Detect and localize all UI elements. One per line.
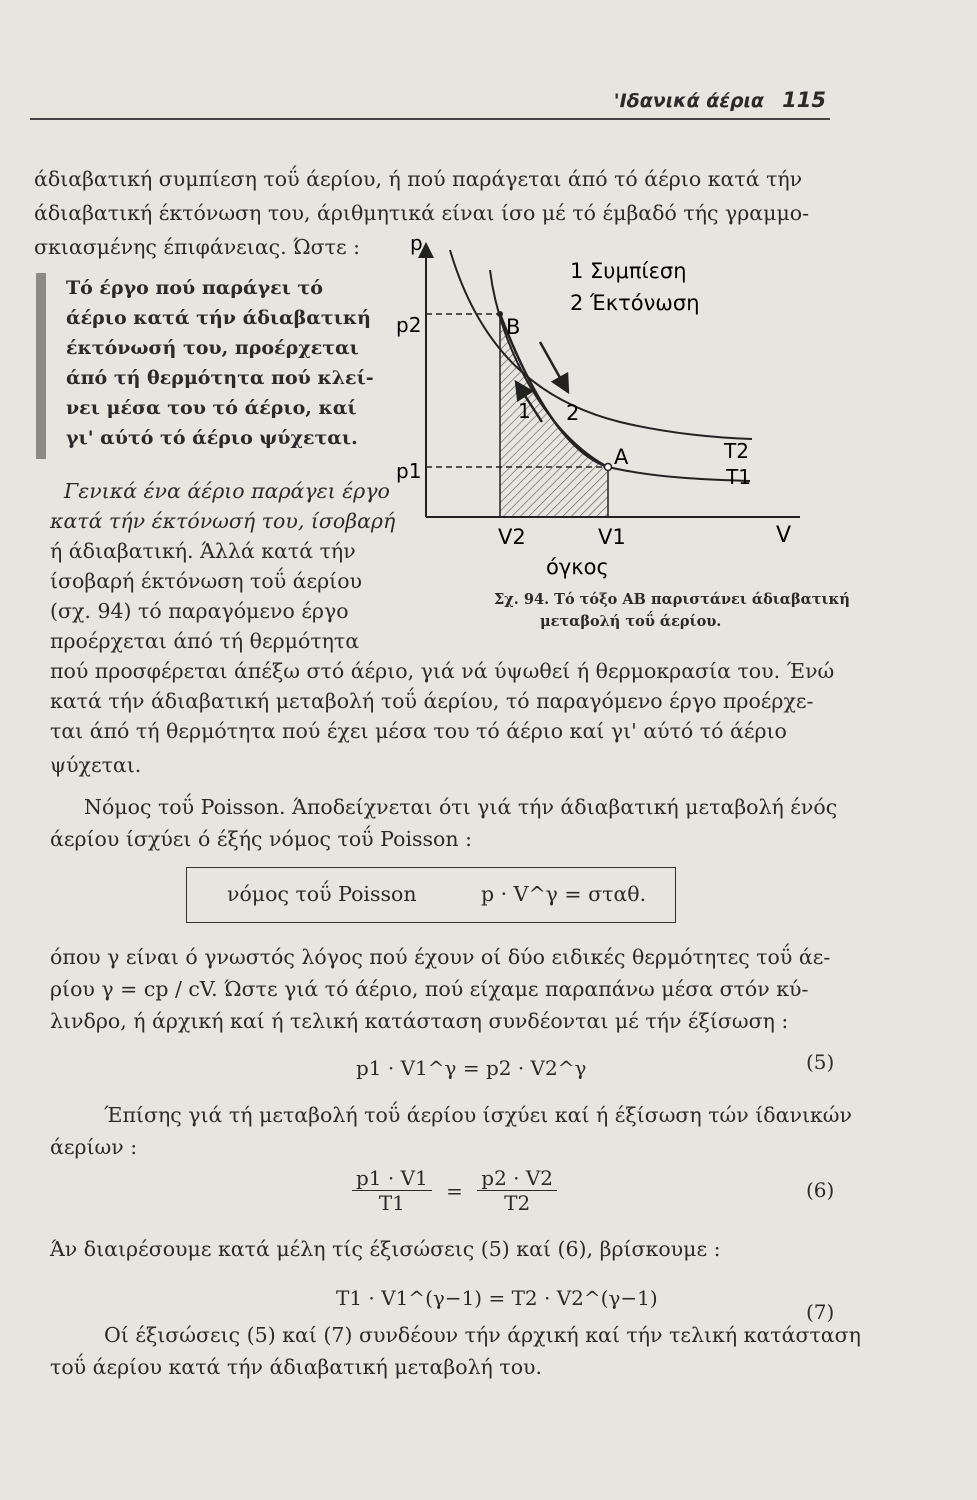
- equation-6: $\frac{p1 \cdot V1}{T1}$ = $\frac{p2 \cdot V2}{T2}$: [352, 1166, 557, 1215]
- body-line: ται άπό τή θερμότητα πού έχει μέσα του τό άέριο καί γι' αύτό τό άέριο: [50, 719, 787, 743]
- label-a: A: [614, 445, 629, 469]
- poisson-heading-line: Νόμος τοΰ Poisson. Άποδείχνεται ότι γιά τήν άδιαβατική μεταβολή ένός: [84, 795, 838, 819]
- equation-7: T1 · V1^(γ−1) = T2 · V2^(γ−1): [336, 1286, 658, 1310]
- running-title: 'Ιδανικά άέρια: [613, 90, 764, 112]
- body-line: Άν διαιρέσουμε κατά μέλη τίς έξισώσεις (5) καί (6), βρίσκουμε :: [50, 1237, 721, 1261]
- axis-v-label: V: [776, 523, 792, 548]
- page-header: [30, 86, 830, 120]
- body-line: Έπίσης γιά τή μεταβολή τοΰ άερίου ίσχύει καί ή έξίσωση τών ίδανικών: [104, 1103, 852, 1127]
- side-line: (σχ. 94) τό παραγόμενο έργο: [50, 599, 349, 623]
- poisson-law-box: [186, 867, 676, 923]
- eq6-right-den: T2: [504, 1191, 531, 1215]
- intro-line: άδιαβατική έκτόνωση του, άριθμητικά είναι ίσο μέ τό έμβαδό τής γραμμο-: [34, 201, 810, 225]
- legend-expansion: 2 Έκτόνωση: [570, 291, 700, 315]
- axis-volume-label: όγκος: [546, 555, 609, 579]
- arrow-expansion: [540, 342, 568, 392]
- equation-5-number: (5): [806, 1050, 835, 1074]
- eq6-left-num: p1 · V1: [352, 1166, 432, 1191]
- label-arrow-2: 2: [566, 401, 580, 425]
- axis-p-label: p: [410, 231, 423, 255]
- body-line: όπου γ είναι ό γνωστός λόγος πού έχουν οί δύο ειδικές θερμότητες τοΰ άε-: [50, 945, 831, 969]
- legend-compression: 1 Συμπίεση: [570, 259, 687, 283]
- highlight-line: Τό έργο πού παράγει τό: [66, 277, 323, 299]
- law-label: νόμος τοΰ Poisson: [227, 882, 417, 906]
- highlight-bar: [36, 273, 46, 459]
- highlight-line: νει μέσα του τό άέριο, καί: [66, 397, 357, 419]
- eq6-right-fraction: [477, 1166, 557, 1215]
- body-line: ρίου γ = cp / cV. Ώστε γιά τό άέριο, πού είχαμε παραπάνω μέσα στόν κύ-: [50, 977, 809, 1001]
- pv-diagram: [390, 222, 810, 597]
- point-b: [497, 311, 503, 317]
- label-arrow-1: 1: [518, 399, 531, 423]
- equation-6-number: (6): [806, 1178, 835, 1202]
- point-a: [605, 464, 612, 471]
- highlight-line: έκτόνωσή του, προέρχεται: [66, 337, 359, 359]
- body-line: λινδρο, ή άρχική καί ή τελική κατάσταση συνδέονται μέ τήν έξίσωση :: [50, 1009, 789, 1033]
- equation-7-number: (7): [806, 1300, 835, 1324]
- law-formula: p · V^γ = σταθ.: [481, 882, 647, 906]
- side-line: ίσοβαρή έκτόνωση τοΰ άερίου: [50, 569, 363, 593]
- intro-line: άδιαβατική συμπίεση τοΰ άερίου, ή πού παράγεται άπό τό άέριο κατά τήν: [34, 167, 803, 191]
- highlight-line: άέριο κατά τήν άδιαβατική: [66, 307, 371, 329]
- body-line: άερίων :: [50, 1135, 138, 1159]
- side-line: προέρχεται άπό τή θερμότητα: [50, 629, 360, 653]
- side-line: ή άδιαβατική. Άλλά κατά τήν: [50, 539, 356, 563]
- side-line: Γενικά ένα άέριο παράγει έργο: [64, 479, 390, 503]
- eq6-left-fraction: [352, 1166, 432, 1215]
- page-number: 115: [782, 88, 826, 112]
- label-p1: p1: [396, 459, 422, 483]
- body-line: Οί έξισώσεις (5) καί (7) συνδέουν τήν άρχική καί τήν τελική κατάσταση: [104, 1323, 861, 1347]
- side-line: κατά τήν έκτόνωσή του, ίσοβαρή: [50, 509, 396, 533]
- work-area: [500, 314, 608, 517]
- label-p2: p2: [396, 313, 422, 337]
- label-t1: T1: [726, 465, 751, 489]
- label-v2: V2: [498, 525, 526, 549]
- figure-caption: Σχ. 94. Τό τόξο ΑΒ παριστάνει άδιαβατική: [494, 591, 850, 608]
- eq6-left-den: T1: [378, 1191, 405, 1215]
- body-line: κατά τήν άδιαβατική μεταβολή τοΰ άερίου, τό παραγόμενο έργο προέρχε-: [50, 689, 814, 713]
- label-t2: T2: [724, 439, 749, 463]
- figure-caption: μεταβολή τοΰ άερίου.: [540, 613, 722, 630]
- equation-5: p1 · V1^γ = p2 · V2^γ: [356, 1056, 587, 1080]
- highlight-line: γι' αύτό τό άέριο ψύχεται.: [66, 427, 358, 449]
- body-line: τοΰ άερίου κατά τήν άδιαβατική μεταβολή του.: [50, 1355, 543, 1379]
- eq6-right-num: p2 · V2: [477, 1166, 557, 1191]
- body-line: πού προσφέρεται άπέξω στό άέριο, γιά νά ύψωθεί ή θερμοκρασία του. Ένώ: [50, 659, 835, 683]
- body-line: ψύχεται.: [50, 753, 142, 777]
- label-v1: V1: [598, 525, 626, 549]
- poisson-line: άερίου ίσχύει ό έξής νόμος τοΰ Poisson :: [50, 827, 473, 851]
- label-b: B: [506, 315, 521, 339]
- intro-line: σκιασμένης έπιφάνειας. Ώστε :: [34, 235, 361, 259]
- highlight-line: άπό τή θερμότητα πού κλεί-: [66, 367, 374, 389]
